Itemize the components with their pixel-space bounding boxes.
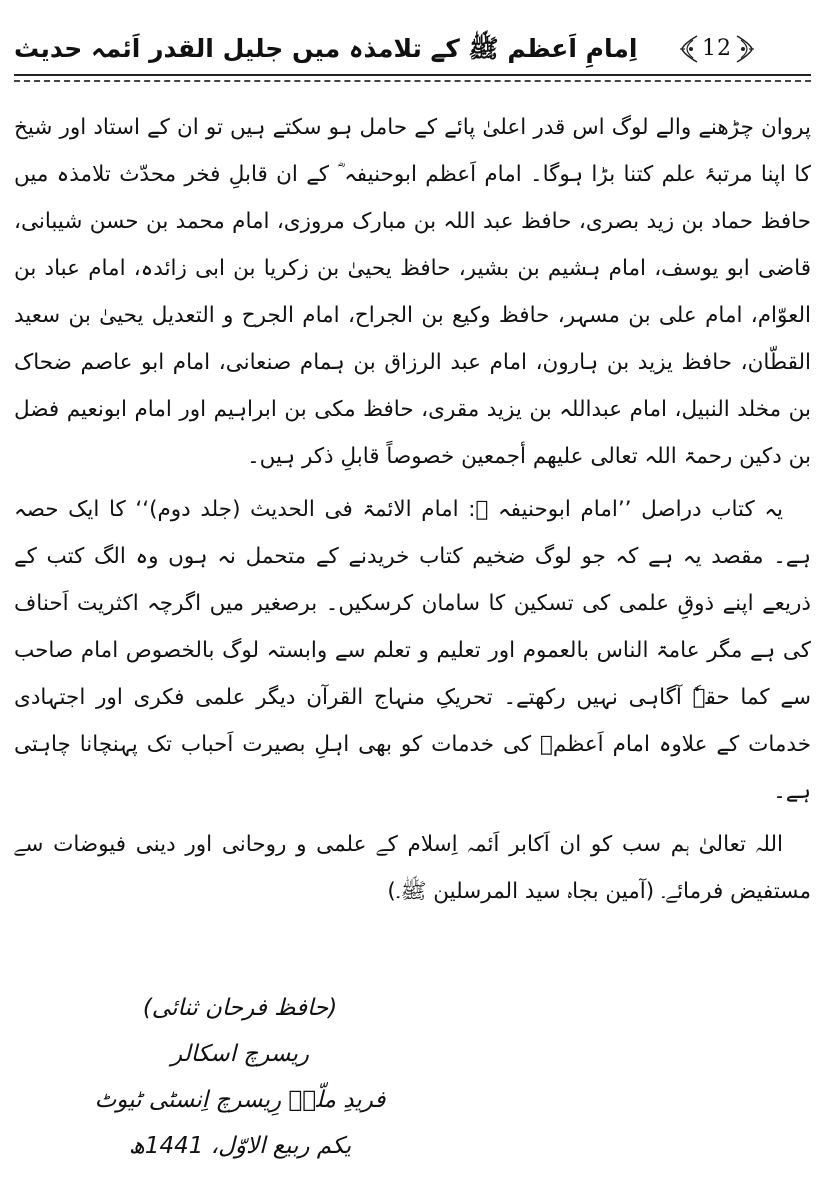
page-number-badge: [679, 32, 755, 66]
ornament-left-icon: [679, 34, 699, 64]
paragraph: [14, 486, 811, 815]
running-title: اِمامِ اَعظم ﷺ کے تلامذہ میں جلیل القدر اَئمہ حدیث: [14, 34, 638, 63]
signature-date: یکم ربیع الاوّل، 1441ھ: [128, 1133, 352, 1159]
paragraph: پروان چڑھنے والے لوگ اس قدر اعلیٰ پائے کے حامل ہو سکتے ہیں تو ان کے استاد اور شیخ کا اپنا مرتبۂ علم کتنا بڑا ہوگا۔ امام اَعظم ابوحنیفہ ؓ کے ان قابلِ فخر محدّث تلامذہ میں حافظ حماد بن زید بصری، حافظ عبد اللہ بن مبارک مروزی، امام محمد بن حسن شیبانی، قاضی ابو یوسف، امام ہشیم بن بشیر، حافظ یحییٰ بن زکریا بن ابی زائدہ، امام عباد بن العوّام، امام علی بن مسہر، حافظ وکیع بن الجراح، امام الجرح و التعدیل یحییٰ بن سعید القطّان، حافظ یزید بن ہارون، امام عبد الرزاق بن ہمام صنعانی، امام ابو عاصم ضحاک بن مخلد النبیل، امام عبداللہ بن یزید مقری، حافظ مکی بن ابراہیم اور امام ابونعیم فضل بن دکین رحمۃ اللہ تعالی علیھم أجمعین خصوصاً قابلِ ذکر ہیں۔: [14, 115, 811, 469]
paragraph: [14, 821, 811, 915]
signature-block: [60, 985, 420, 1169]
paragraph-text: اللہ تعالیٰ ہم سب کو ان اَکابر اَئمہ اِسلام کے علمی و روحانی اور دینی فیوضات سے مستفیض فرمائے۔ (آمین بجاہ سید المرسلین ﷺ۔): [14, 832, 811, 904]
paragraph-text: یہ کتاب دراصل ’’امام ابوحنیفہ ؓ: امام الائمۃ فی الحدیث (جلد دوم)‘‘ کا ایک حصہ ہے۔ مقصد یہ ہے کہ جو لوگ ضخیم کتاب خریدنے کے متحمل نہ ہوں وہ الگ کتب کے ذریعے اپنے ذوقِ علمی کی تسکین کا سامان کرسکیں۔ برصغیر میں اگرچہ اکثریت اَحناف کی ہے مگر عامۃ الناس بالعموم اور تعلیم و تعلم سے وابستہ لوگ بالخصوص امام صاحب سے کما حقہٗ آگاہی نہیں رکھتے۔ تحریکِ منہاج القرآن دیگر علمی فکری اور اجتہادی خدمات کے علاوہ امام اَعظمؒ کی خدمات کو بھی اہلِ بصیرت اَحباب تک پہنچانا چاہتی ہے۔: [14, 497, 811, 804]
ornament-right-icon: [735, 34, 755, 64]
header-rule: [14, 74, 811, 76]
page-number: 12: [702, 36, 732, 61]
author-institute: فریدِ ملّتؒ رِیسرچ اِنسٹی ٹیوٹ: [94, 1087, 386, 1113]
author-name: (حافظ فرحان ثنائی): [142, 995, 338, 1021]
body-text: [14, 104, 811, 915]
page-header: [14, 22, 811, 74]
header-dashed-rule: [14, 80, 811, 82]
author-title: ریسرچ اسکالر: [171, 1041, 309, 1067]
